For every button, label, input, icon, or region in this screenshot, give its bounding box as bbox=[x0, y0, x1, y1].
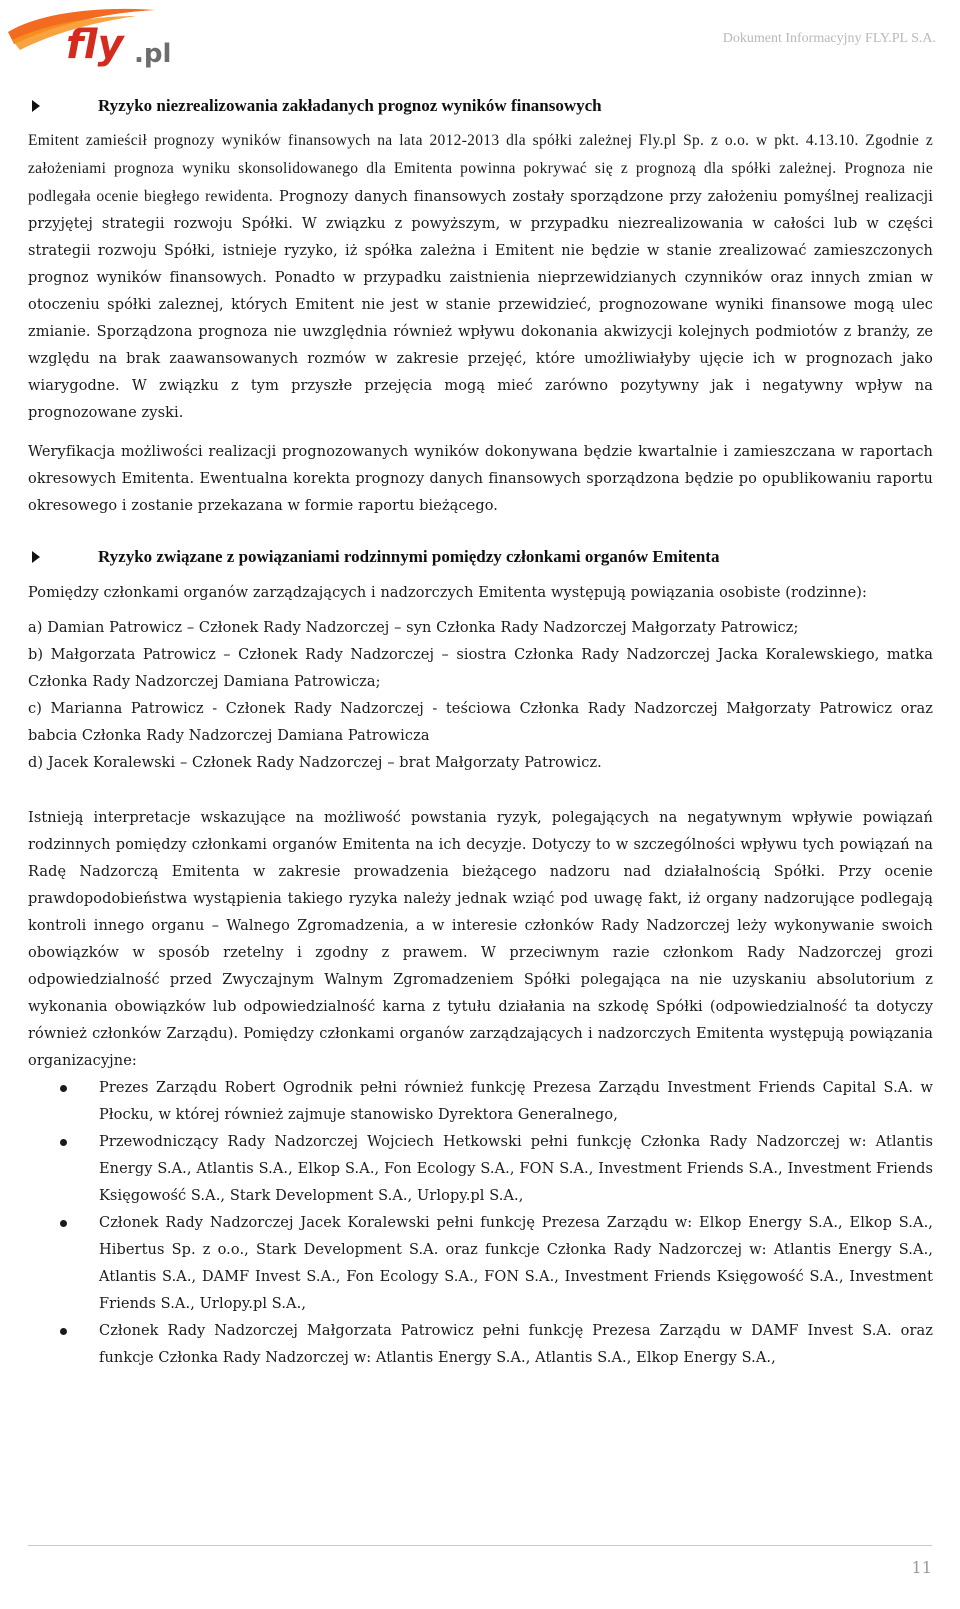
list-item: b) Małgorzata Patrowicz – Członek Rady Nadzorczej – siostra Członka Rady Nadzorczej Jacka Koralewskiego, matka Członka Rady Nadzorczej Damiana Patrowicza; bbox=[28, 647, 933, 690]
list-item: a) Damian Patrowicz – Członek Rady Nadzorczej – syn Członka Rady Nadzorczej Małgorzaty Patrowicz; bbox=[28, 620, 799, 636]
paragraph-forecast-verification: Weryfikacja możliwości realizacji prognozowanych wyników dokonywana będzie kwartalnie i zamieszczana w raportach okresowych Emitenta. Ewentualna korekta prognozy danych finansowych sporządzona będzie po opublikowaniu raportu okresowego i zostanie przekazana w formie raportu bieżącego. bbox=[28, 444, 933, 514]
list-item: c) Marianna Patrowicz - Członek Rady Nadzorczej - teściowa Członka Rady Nadzorczej Małgorzaty Patrowicz oraz babcia Członka Rady Nadzorczej Damiana Patrowicza bbox=[28, 701, 933, 744]
list-item: Członek Rady Nadzorczej Małgorzata Patrowicz pełni funkcję Prezesa Zarządu w DAMF Invest S.A. oraz funkcje Członka Rady Nadzorczej w: Atlantis Energy S.A., Atlantis S.A., Elkop Energy S.A., bbox=[28, 1318, 933, 1372]
triangle-bullet-icon bbox=[32, 551, 40, 563]
logo-fly-text: fly bbox=[66, 22, 124, 68]
triangle-bullet-icon bbox=[32, 100, 40, 112]
footer-divider bbox=[28, 1545, 932, 1546]
section-heading-text: Ryzyko związane z powiązaniami rodzinnymi pomiędzy członkami organów Emitenta bbox=[98, 547, 720, 566]
page-number: 11 bbox=[911, 1558, 932, 1577]
paragraph-family-risk: Istnieją interpretacje wskazujące na możliwość powstania ryzyk, polegających na negatywnym wpływie powiązań rodzinnych pomiędzy członkami organów Emitenta na ich decyzje. Dotyczy to w szczególności wpływu tych powiązań na Radę Nadzorczą Emitenta w zakresie prowadzenia bieżącego nadzoru nad działalnością Spółki. Przy ocenie prawdopodobieństwa wystąpienia takiego ryzyka należy jednak wziąć pod uwagę fakt, iż organy nadzorujące podlegają kontroli innego organu – Walnego Zgromadzenia, a w interesie członków Rady Nadzorczej leży wykonywanie swoich obowiązków w sposób rzetelny i zgodny z prawem. W przeciwnym razie członkom Rady Nadzorczej grozi odpowiedzialność przed Zwyczajnym Walnym Zgromadzeniem Spółki polegająca na nie uzyskaniu absolutorium z wykonania obowiązków lub odpowiedzialność karna z tytułu działania na szkodę Spółki (odpowiedzialność ta dotyczy również członków Zarządu). Pomiędzy członkami organów zarządzających i nadzorczych Emitenta występują powiązania organizacyjne: bbox=[28, 810, 933, 1069]
logo-pl-text: .pl bbox=[134, 39, 172, 69]
list-item: Przewodniczący Rady Nadzorczej Wojciech Hetkowski pełni funkcję Członka Rady Nadzorczej w: Atlantis Energy S.A., Atlantis S.A., Elkop S.A., Fon Ecology S.A., FON S.A., Investment Friends S.A., Investment Friends Księgowość S.A., Stark Development S.A., Urlopy.pl S.A., bbox=[28, 1129, 933, 1210]
paragraph-family-intro: Pomiędzy członkami organów zarządzających i nadzorczych Emitenta występują powiązania osobiste (rodzinne): bbox=[28, 585, 868, 601]
family-relations-list bbox=[28, 615, 933, 777]
section-heading-text: Ryzyko niezrealizowania zakładanych prognoz wyników finansowych bbox=[98, 96, 602, 115]
section-heading-forecast-risk bbox=[28, 93, 933, 119]
fly-pl-logo bbox=[6, 4, 212, 76]
paragraph-forecast-intro: Emitent zamieścił prognozy wyników finansowych na lata 2012-2013 dla spółki zależnej Fly.pl Sp. z o.o. w pkt. 4.13.10. Zgodnie z założeniami prognoza wyniku skonsolidowanego dla Emitenta powinna pokrywać się z prognozą dla spółki zależnej. Prognoza nie podlegała ocenie biegłego rewidenta. Prognozy danych finansowych zostały sporządzone przy założeniu pomyślnej realizacji przyjętej strategii rozwoju Spółki. W związku z powyższym, w przypadku niezrealizowania w całości lub w części strategii rozwoju Spółki, istnieje ryzyko, iż spółka zależna i Emitent nie będzie w stanie zrealizować zamieszczonych prognoz wyników finansowych. Ponadto w przypadku zaistnienia nieprzewidzianych czynników oraz innych zmian w otoczeniu spółki zaleznej, których Emitent nie jest w stanie przewidzieć, prognozowane wyniki finansowe mogą ulec zmianie. Sporządzona prognoza nie uwzględnia również wpływu dokonania akwizycji kolejnych podmiotów z branży, ze względu na brak zaawansowanych rozmów w zakresie przejęć, które umożliwiałyby ujęcie ich w prognozach jako wiarygodne. W związku z tym przyszłe przejęcia mogą mieć zarówno pozytywny jak i negatywny wpływ na prognozowane zyski. bbox=[28, 132, 934, 421]
organizational-ties-list bbox=[28, 1075, 933, 1372]
list-item: Członek Rady Nadzorczej Jacek Koralewski pełni funkcję Prezesa Zarządu w: Elkop Energy S.A., Elkop S.A., Hibertus Sp. z o.o., Stark Development S.A. oraz funkcje Członka Rady Nadzorczej w: Atlantis Energy S.A., Atlantis S.A., DAMF Invest S.A., Fon Ecology S.A., FON S.A., Investment Friends Księgowość S.A., Investment Friends S.A., Urlopy.pl S.A., bbox=[28, 1210, 933, 1318]
list-item: Prezes Zarządu Robert Ogrodnik pełni również funkcję Prezesa Zarządu Investment Friends Capital S.A. w Płocku, w której również zajmuje stanowisko Dyrektora Generalnego, bbox=[28, 1075, 933, 1129]
list-item: d) Jacek Koralewski – Członek Rady Nadzorczej – brat Małgorzaty Patrowicz. bbox=[28, 755, 602, 771]
section-heading-family-risk bbox=[28, 544, 933, 570]
document-title: Dokument Informacyjny FLY.PL S.A. bbox=[722, 31, 936, 46]
page-content bbox=[28, 93, 933, 1372]
